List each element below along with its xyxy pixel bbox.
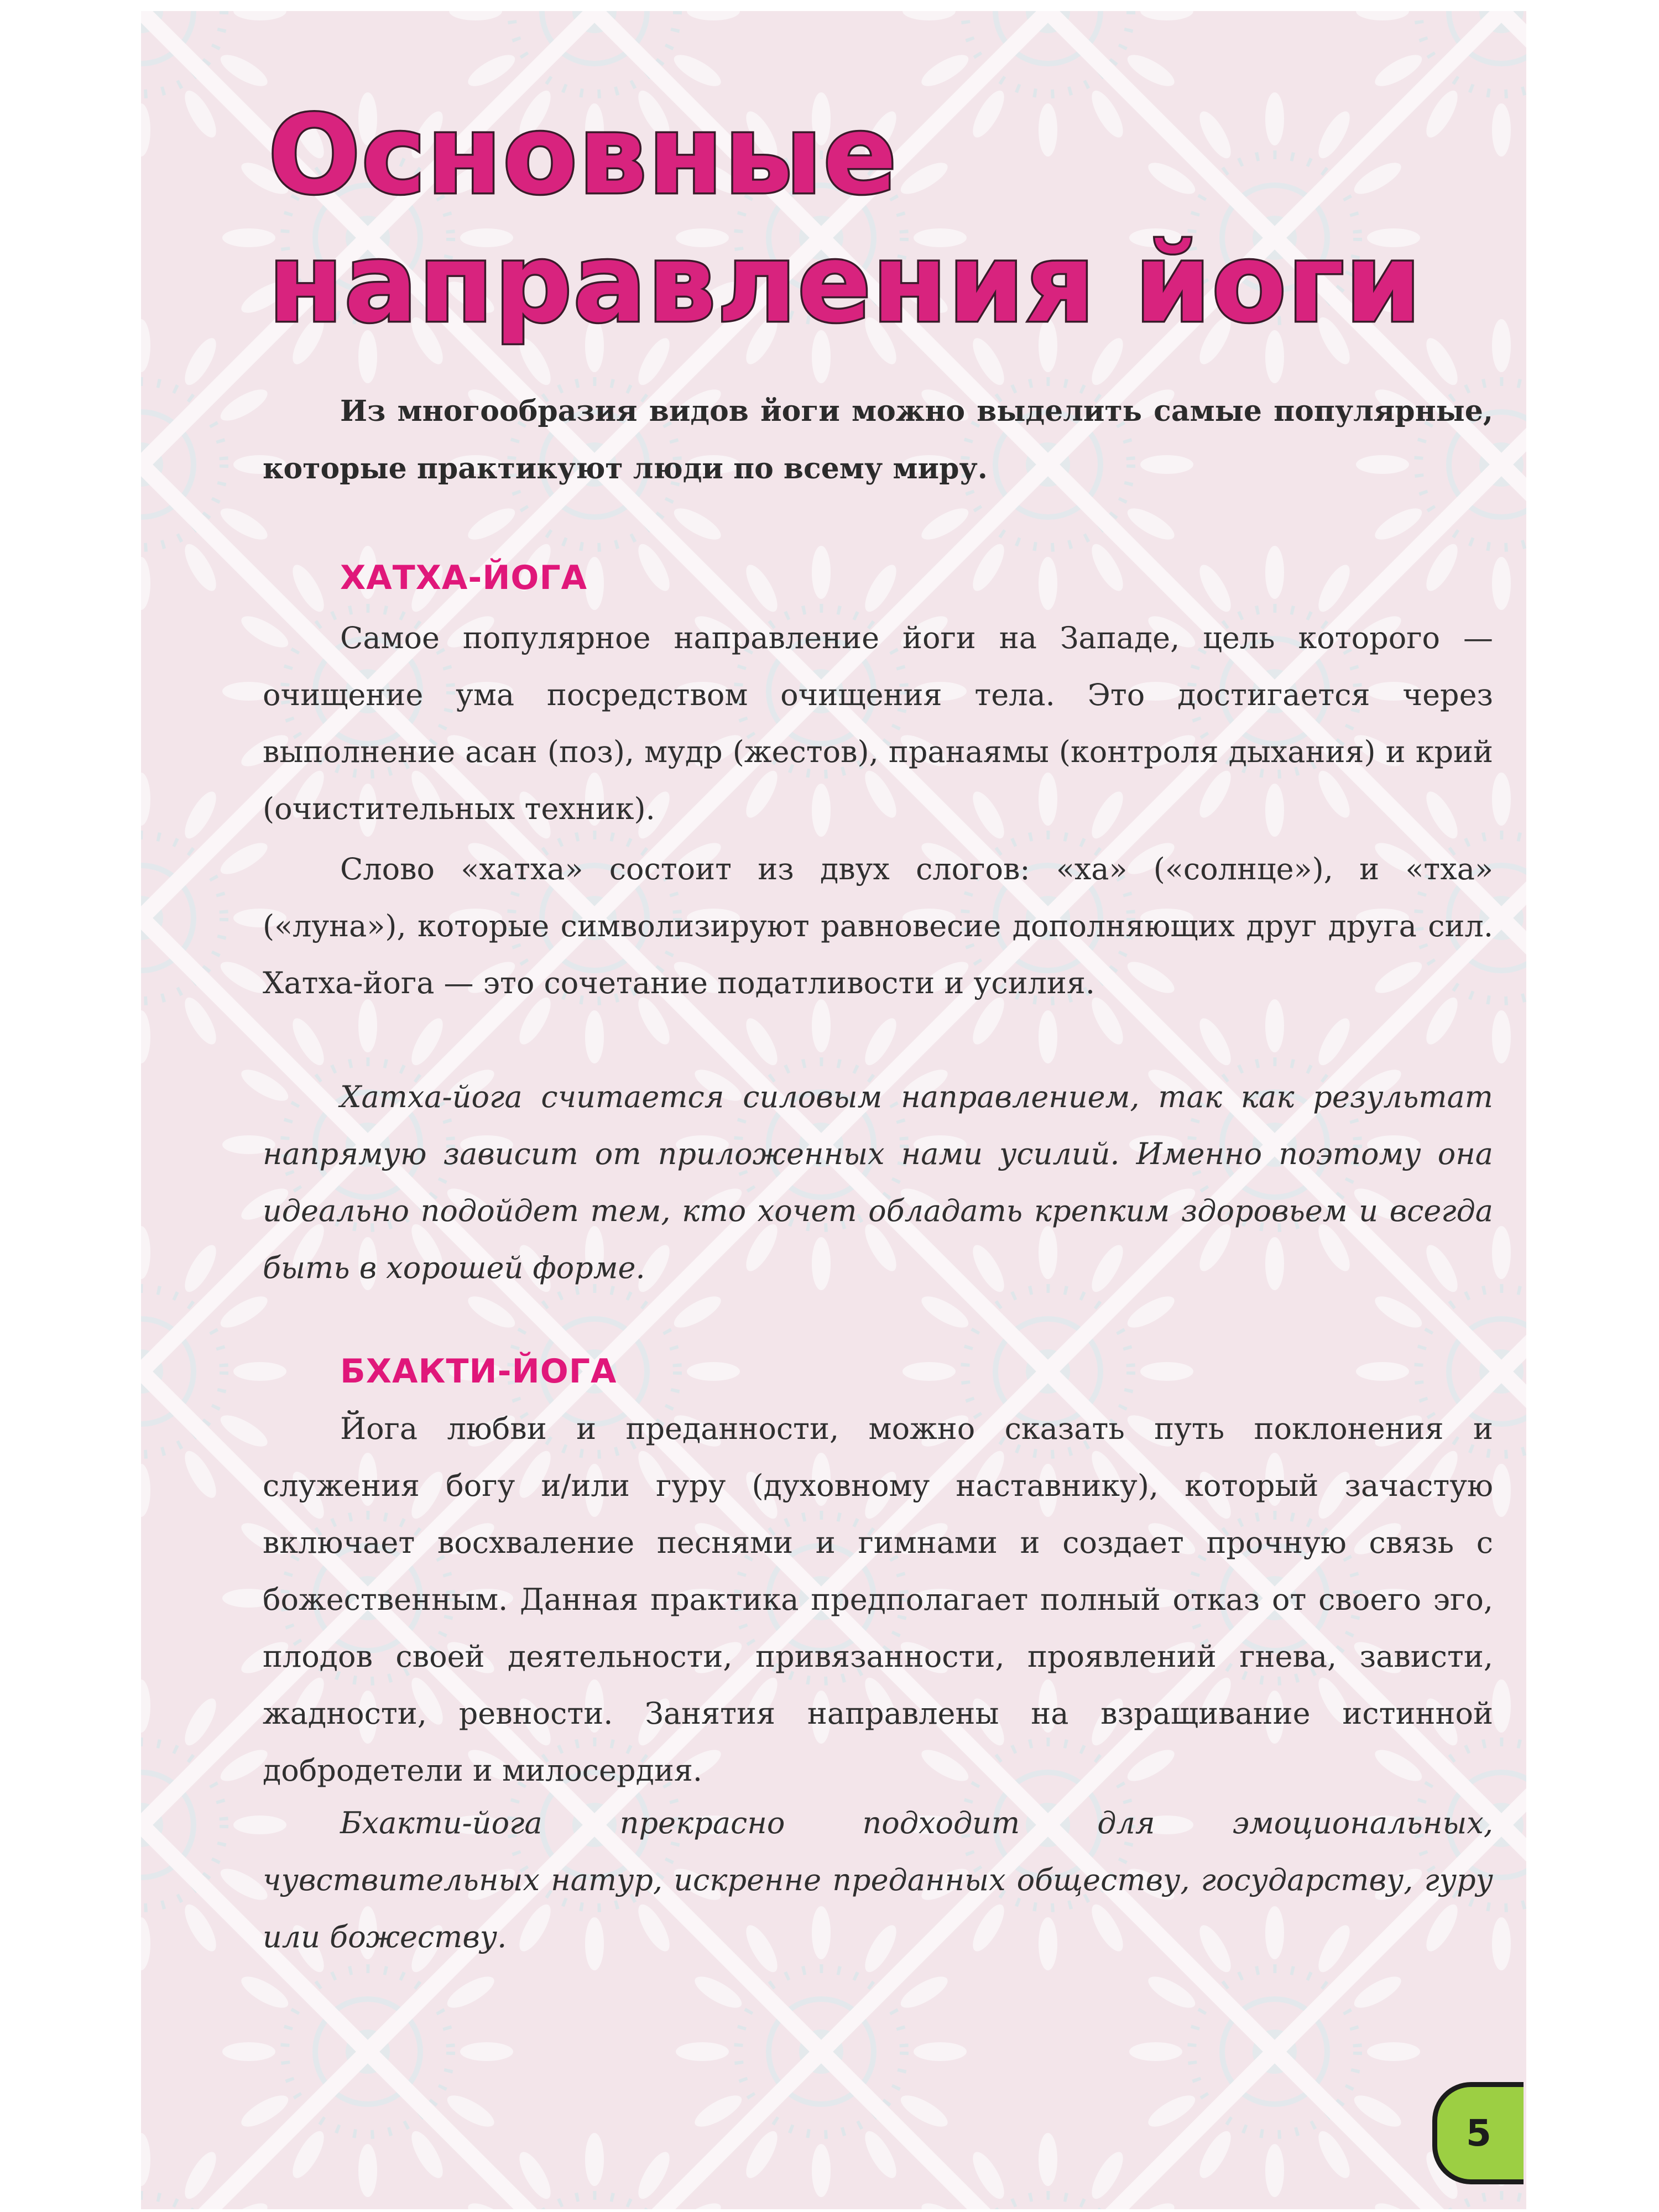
- intro-paragraph: Из многообразия видов йоги можно выделить самые популярные, которые практикуют люди по всему миру.: [263, 394, 1493, 486]
- section-heading-hatha: ХАТХА-ЙОГА: [340, 559, 588, 597]
- bhakti-note: Бхакти-йога прекрасно подходит для эмоциональных, чувствительных натур, искренне преданных обществу, государству, гуру или божеству.: [263, 1806, 1493, 1954]
- page-number-badge: [1432, 2082, 1524, 2184]
- page-content: [141, 11, 1526, 2209]
- hatha-paragraph-1: Самое популярное направление йоги на Западе, цель которого — очищение ума посредством очищения тела. Это достигается через выполнение асан (поз), мудр (жестов), пранаямы (контроля дыхания) и крий (очистительных техник).: [263, 620, 1493, 826]
- hatha-note: Хатха-йога считается силовым направлением, так как результат напрямую зависит от приложенных нами усилий. Именно поэтому она идеально подойдет тем, кто хочет обладать крепким здоровьем и всегда быть в хорошей форме.: [263, 1079, 1493, 1285]
- bhakti-paragraph-1: Йога любви и преданности, можно сказать путь поклонения и служения богу и/или гуру (духовному наставнику), который зачастую включает восхваление песнями и гимнами и создает прочную связь с божественным. Данная практика предполагает полный отказ от своего эго, плодов своей деятельности, привязанности, проявлений гнева, зависти, жадности, ревности. Занятия направлены на взращивание истинной добродетели и милосердия.: [263, 1411, 1493, 1788]
- book-page: [141, 11, 1526, 2209]
- section-heading-bhakti: БХАКТИ-ЙОГА: [340, 1352, 617, 1391]
- page-title-line-2: направления йоги: [268, 221, 1422, 347]
- page-title: [268, 91, 1485, 348]
- hatha-paragraph-2: Слово «хатха» состоит из двух слогов: «ха» («солнце»), и «тха» («луна»), которые символизируют равновесие дополняющих друг друга сил. Хатха-йога — это сочетание податливости и усилия.: [263, 852, 1493, 1000]
- page-number: 5: [1466, 2112, 1491, 2154]
- page-title-line-1: Основные: [268, 92, 898, 218]
